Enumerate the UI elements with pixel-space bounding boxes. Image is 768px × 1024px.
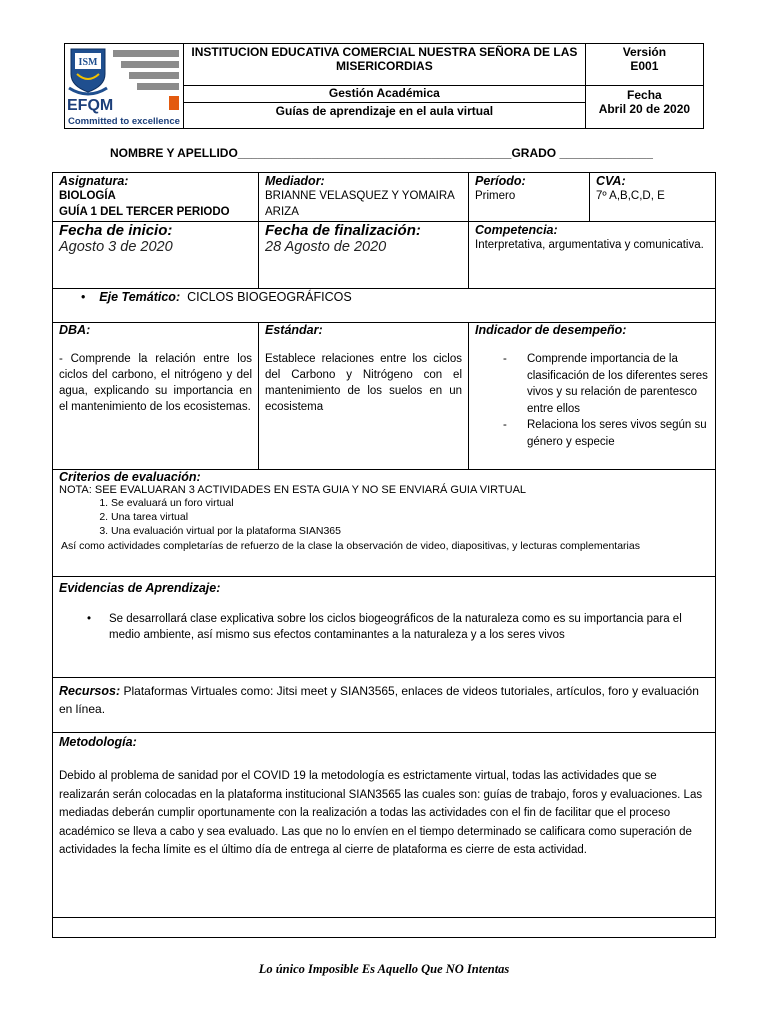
date-label: Fecha — [627, 88, 662, 102]
efqm-brand: EFQM — [67, 97, 114, 114]
criterios-list — [59, 496, 709, 538]
document-title: Guías de aprendizaje en el aula virtual — [184, 103, 586, 129]
bullet-icon: • — [87, 613, 92, 625]
asignatura-subject: BIOLOGÍA — [59, 190, 116, 202]
eje-value: CICLOS BIOGEOGRÁFICOS — [187, 290, 352, 304]
indicador-item: - Relaciona los seres vivos según su género y especie — [503, 419, 707, 448]
fecha-fin-value: 28 Agosto de 2020 — [265, 239, 387, 255]
footer-motto: Lo único Imposible Es Aquello Que NO Intentas — [258, 962, 510, 976]
fecha-inicio-value: Agosto 3 de 2020 — [59, 239, 173, 255]
asignatura-guide: GUÍA 1 DEL TERCER PERIODO — [59, 206, 230, 218]
criterios-extra: Así como actividades completarías de refuerzo de la clase la observación de video, diapositivas, y lecturas complementarias — [61, 540, 640, 552]
eje-label: Eje Temático: — [99, 290, 181, 304]
competencia-cell — [468, 221, 716, 289]
criterio-item: 1. Se evaluará un foro virtual — [111, 496, 709, 510]
svg-text:ISM: ISM — [78, 57, 98, 68]
asignatura-cell — [52, 172, 259, 222]
competencia-value: Interpretativa, argumentativa y comunicativa. — [475, 239, 704, 251]
criterio-item: 3. Una evaluación virtual por la plataforma SIAN365 — [111, 524, 709, 538]
metodologia-label: Metodología: — [59, 735, 137, 749]
fecha-fin-label: Fecha de finalización: — [265, 222, 421, 239]
indicador-label: Indicador de desempeño: — [475, 323, 627, 337]
estandar-value: Establece relaciones entre los ciclos del Carbono y Nitrógeno con el mantenimiento de los suelos en un ecosistema — [265, 353, 462, 413]
indicador-list — [475, 351, 709, 450]
evidencias-cell — [52, 576, 716, 678]
periodo-label: Período: — [475, 174, 526, 188]
version-cell — [585, 44, 703, 86]
metodologia-cell — [52, 732, 716, 918]
name-blank[interactable]: _________________________________________ — [237, 146, 512, 160]
institution-name: INSTITUCION EDUCATIVA COMERCIAL NUESTRA SEÑORA DE LAS MISERICORDIAS — [184, 44, 586, 86]
periodo-value: Primero — [475, 190, 516, 202]
grade-blank[interactable]: ______________ — [559, 146, 653, 160]
mediador-value: BRIANNE VELASQUEZ Y YOMAIRA ARIZA — [265, 190, 455, 218]
logo-cell — [65, 44, 184, 129]
efqm-logo — [65, 44, 183, 128]
metodologia-value: Debido al problema de sanidad por el COVID 19 la metodología es estrictamente virtual, todas las actividades que se realizarán serán colocadas en la plataforma institucional SIAN3565 las cuales son: guías de trabajo, foros y evaluaciones. Las mediadas deberán cumplir oportunamente con la realización a todas las actividades con el fin de facilitar que el proceso académico se lleva a cabo y sea evaluado. Las que no lo envíen en el tiempo determinado se calificara como superación de actividades la fecha límite es el último día de entrega al cierre de plataforma es cierre de esta actividad. — [59, 770, 703, 856]
document-header — [64, 43, 704, 129]
mediador-cell — [258, 172, 469, 222]
cva-value: 7º A,B,C,D, E — [596, 190, 665, 202]
student-name-line — [110, 146, 653, 160]
recursos-value: Plataformas Virtuales como: Jitsi meet y SIAN3565, enlaces de videos tutoriales, artículos, foro y evaluación en línea. — [59, 684, 699, 716]
estandar-label: Estándar: — [265, 323, 323, 337]
criterios-label: Criterios de evaluación: — [59, 470, 201, 484]
dba-cell — [52, 322, 259, 470]
date-cell — [585, 86, 703, 129]
date-value: Abril 20 de 2020 — [598, 102, 691, 116]
empty-row — [52, 917, 716, 938]
recursos-label: Recursos: — [59, 684, 121, 698]
fecha-fin-cell — [258, 221, 469, 289]
bullet-icon: • — [81, 290, 86, 304]
fecha-inicio-label: Fecha de inicio: — [59, 222, 173, 239]
version-label: Versión — [622, 45, 667, 59]
version-value: E001 — [630, 59, 659, 73]
guide-grid — [52, 172, 716, 938]
fecha-inicio-cell — [52, 221, 259, 289]
estandar-cell — [258, 322, 469, 470]
indicador-cell — [468, 322, 716, 470]
criterios-nota: NOTA: SEE EVALUARAN 3 ACTIVIDADES EN ESTA GUIA Y NO SE ENVIARÁ GUIA VIRTUAL — [59, 484, 527, 496]
name-label: NOMBRE Y APELLIDO — [110, 146, 238, 160]
efqm-school-logo-icon — [65, 44, 183, 128]
criterios-cell — [52, 469, 716, 577]
asignatura-label: Asignatura: — [59, 174, 129, 188]
grade-label: GRADO — [511, 146, 557, 160]
mediador-label: Mediador: — [265, 174, 325, 188]
dba-label: DBA: — [59, 323, 91, 337]
evidencias-item: • Se desarrollará clase explicativa sobre los ciclos biogeográficos de la naturaleza como es su importancia para el medio ambiente, así mismo sus efectos contaminantes a la naturaleza y a los seres vivos — [87, 613, 682, 641]
svg-text:Committed to excellence: Committed to excellence — [68, 116, 180, 127]
competencia-label: Competencia: — [475, 223, 558, 237]
criterio-item: 2. Una tarea virtual — [111, 510, 709, 524]
recursos-cell — [52, 677, 716, 733]
indicador-item: - Comprende importancia de la clasificación de los diferentes seres vivos y su relación de parentesco entre ellos — [503, 353, 708, 415]
periodo-cell — [468, 172, 590, 222]
cva-label: CVA: — [596, 174, 626, 188]
cva-cell — [589, 172, 716, 222]
eje-tematico-cell — [52, 288, 716, 323]
evidencias-label: Evidencias de Aprendizaje: — [59, 581, 221, 595]
area-name: Gestión Académica — [184, 86, 586, 103]
dba-value: - Comprende la relación entre los ciclos del carbono, el nitrógeno y del agua, explicando su importancia en el mantenimiento de los ecosistemas. — [59, 353, 252, 413]
